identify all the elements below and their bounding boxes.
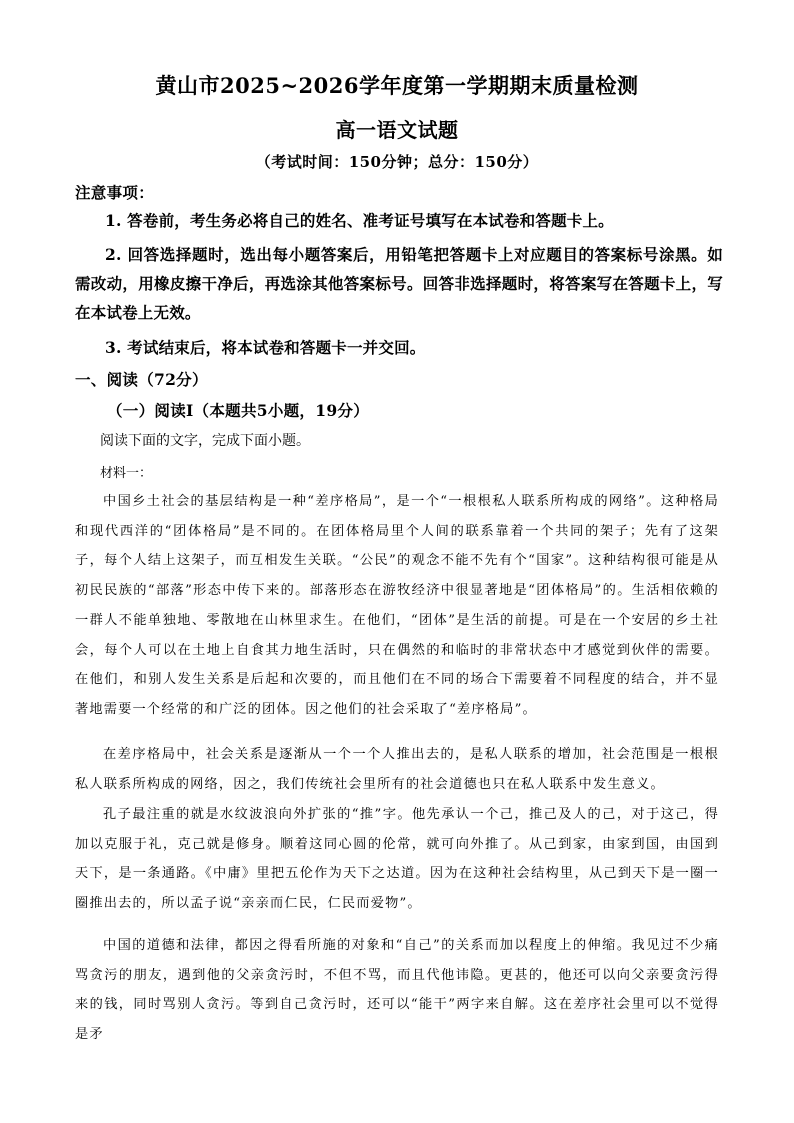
material-label: 材料一： <box>100 466 153 481</box>
exam-subtitle: 高一语文试题 <box>335 118 459 142</box>
section-subheading: （一）阅读Ⅰ（本题共5小题，19分） <box>107 401 370 420</box>
exam-title: 黄山市2025~2026学年度第一学期期末质量检测 <box>155 73 639 98</box>
section-heading: 一、阅读（72分） <box>75 370 208 389</box>
notice-item-2: 2. 回答选择题时，选出每小题答案后，用铅笔把答题卡上对应题目的答案标号涂黑。如需改动，用橡皮擦干净后，再选涂其他答案标号。回答非选择题时，将答案写在答题卡上，写在本试卷上无效。 <box>75 245 723 322</box>
passage-paragraph-4: 中国的道德和法律，都因之得看所施的对象和“自己”的关系而加以程度上的伸缩。我见过不少痛骂贪污的朋友，遇到他的父亲贪污时，不但不骂，而且代他讳隐。更甚的，他还可以向父亲要贪污得来的钱，同时骂别人贪污。等到自己贪污时，还可以“能干”两字来自解。这在差序社会里可以不觉得是矛 <box>75 938 719 1043</box>
passage-paragraph-3: 孔子最注重的就是水纹波浪向外扩张的“推”字。他先承认一个己，推己及人的己，对于这己，得加以克服于礼，克己就是修身。顺着这同心圆的伦常，就可向外推了。从己到家，由家到国，由国到天下，是一条通路。《中庸》里把五伦作为天下之达道。因为在这种社会结构里，从己到天下是一圈一圈推出去的，所以孟子说“亲亲而仁民，仁民而爱物”。 <box>75 807 719 912</box>
notice-item-3: 3. 考试结束后，将本试卷和答题卡一并交回。 <box>105 338 426 357</box>
exam-info: （考试时间：150分钟；总分：150分） <box>255 153 539 171</box>
notice-item-1: 1. 答卷前，考生务必将自己的姓名、准考证号填写在本试卷和答题卡上。 <box>105 211 614 230</box>
notice-heading: 注意事项： <box>75 183 155 202</box>
passage-paragraph-2: 在差序格局中，社会关系是逐渐从一个一个人推出去的，是私人联系的增加，社会范围是一根根私人联系所构成的网络，因之，我们传统社会里所有的社会道德也只在私人联系中发生意义。 <box>75 747 719 792</box>
passage-paragraph-1: 中国乡土社会的基层结构是一种“差序格局”，是一个“一根根私人联系所构成的网络”。这种格局和现代西洋的“团体格局”是不同的。在团体格局里个人间的联系靠着一个共同的架子；先有了这架子，每个人结上这架子，而互相发生关联。“公民”的观念不能不先有个“国家”。这种结构很可能是从初民民族的“部落”形态中传下来的。部落形态在游牧经济中很显著地是“团体格局”的。生活相依赖的一群人不能单独地、零散地在山林里求生。在他们，“团体”是生活的前提。可是在一个安居的乡土社会，每个人可以在土地上自食其力地生活时，只在偶然的和临时的非常状态中才感觉到伙伴的需要。在他们，和别人发生关系是后起和次要的，而且他们在不同的场合下需要着不同程度的结合，并不显著地需要一个经常的和广泛的团体。因之他们的社会采取了“差序格局”。 <box>75 494 719 717</box>
reading-instruction: 阅读下面的文字，完成下面小题。 <box>100 433 310 449</box>
